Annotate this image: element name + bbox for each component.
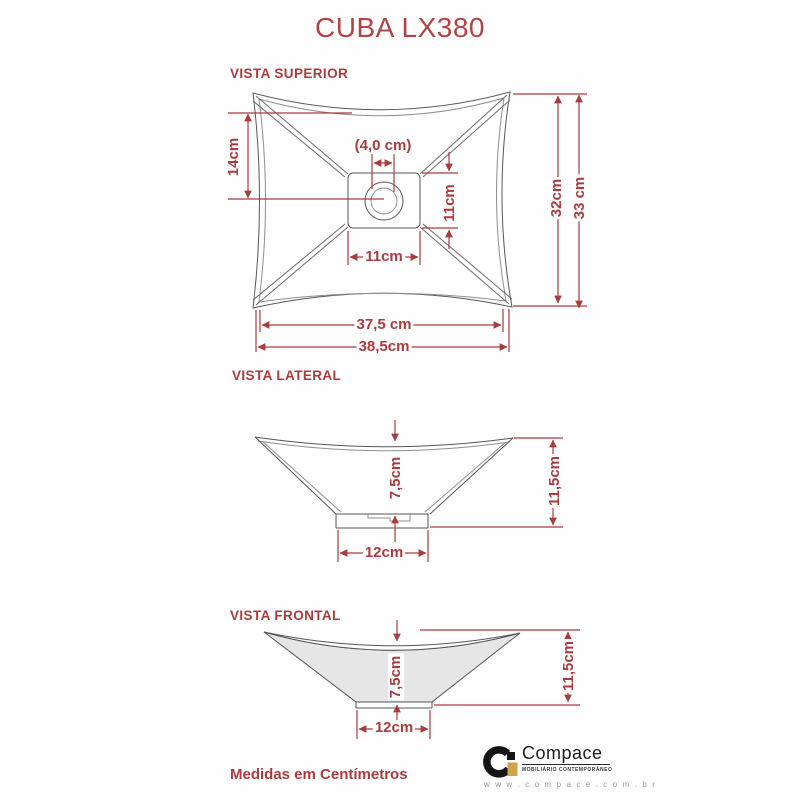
dim-depth-outer-label: 33 cm [571, 176, 589, 220]
logo-brand-text: Compace [522, 743, 603, 763]
logo-website-text: w w w . c o m p a c e . c o m . b r [484, 780, 657, 789]
dim-center-height-label: 11cm [441, 184, 459, 222]
dim-width-outer-label: 38,5cm [358, 338, 410, 356]
dim-depth-inner-label: 32cm [548, 178, 566, 218]
frontal-view-label: VISTA FRONTAL [230, 608, 341, 623]
lateral-view-drawing [255, 437, 513, 528]
lateral-base-width-label: 12cm [364, 544, 404, 562]
frontal-base-width-label: 12cm [374, 719, 414, 737]
lateral-view-dimensions [338, 420, 563, 562]
dim-center-width-label: 11cm [365, 248, 403, 266]
superior-view-drawing [253, 92, 512, 308]
logo-tagline-text: MOBILIÁRIO CONTEMPORÂNEO [522, 764, 610, 773]
superior-view-label: VISTA SUPERIOR [230, 66, 349, 81]
dim-width-inner-label: 37,5 cm [356, 316, 412, 334]
compace-logo [482, 742, 657, 794]
lateral-total-height-label: 11,5cm [546, 455, 564, 507]
units-note: Medidas em Centímetros [230, 766, 408, 783]
dim-hole-diameter-label: (4,0 cm) [354, 137, 412, 155]
superior-view-dimensions [225, 94, 587, 352]
compace-logo-mark [482, 742, 518, 782]
frontal-bowl-depth-label: 7,5cm [387, 655, 405, 699]
dim-side-depth-label: 14cm [225, 137, 243, 177]
lateral-view-label: VISTA LATERAL [232, 368, 342, 383]
lateral-bowl-depth-label: 7,5cm [387, 456, 405, 500]
page-title: CUBA LX380 [315, 12, 485, 43]
frontal-total-height-label: 11,5cm [560, 640, 578, 692]
